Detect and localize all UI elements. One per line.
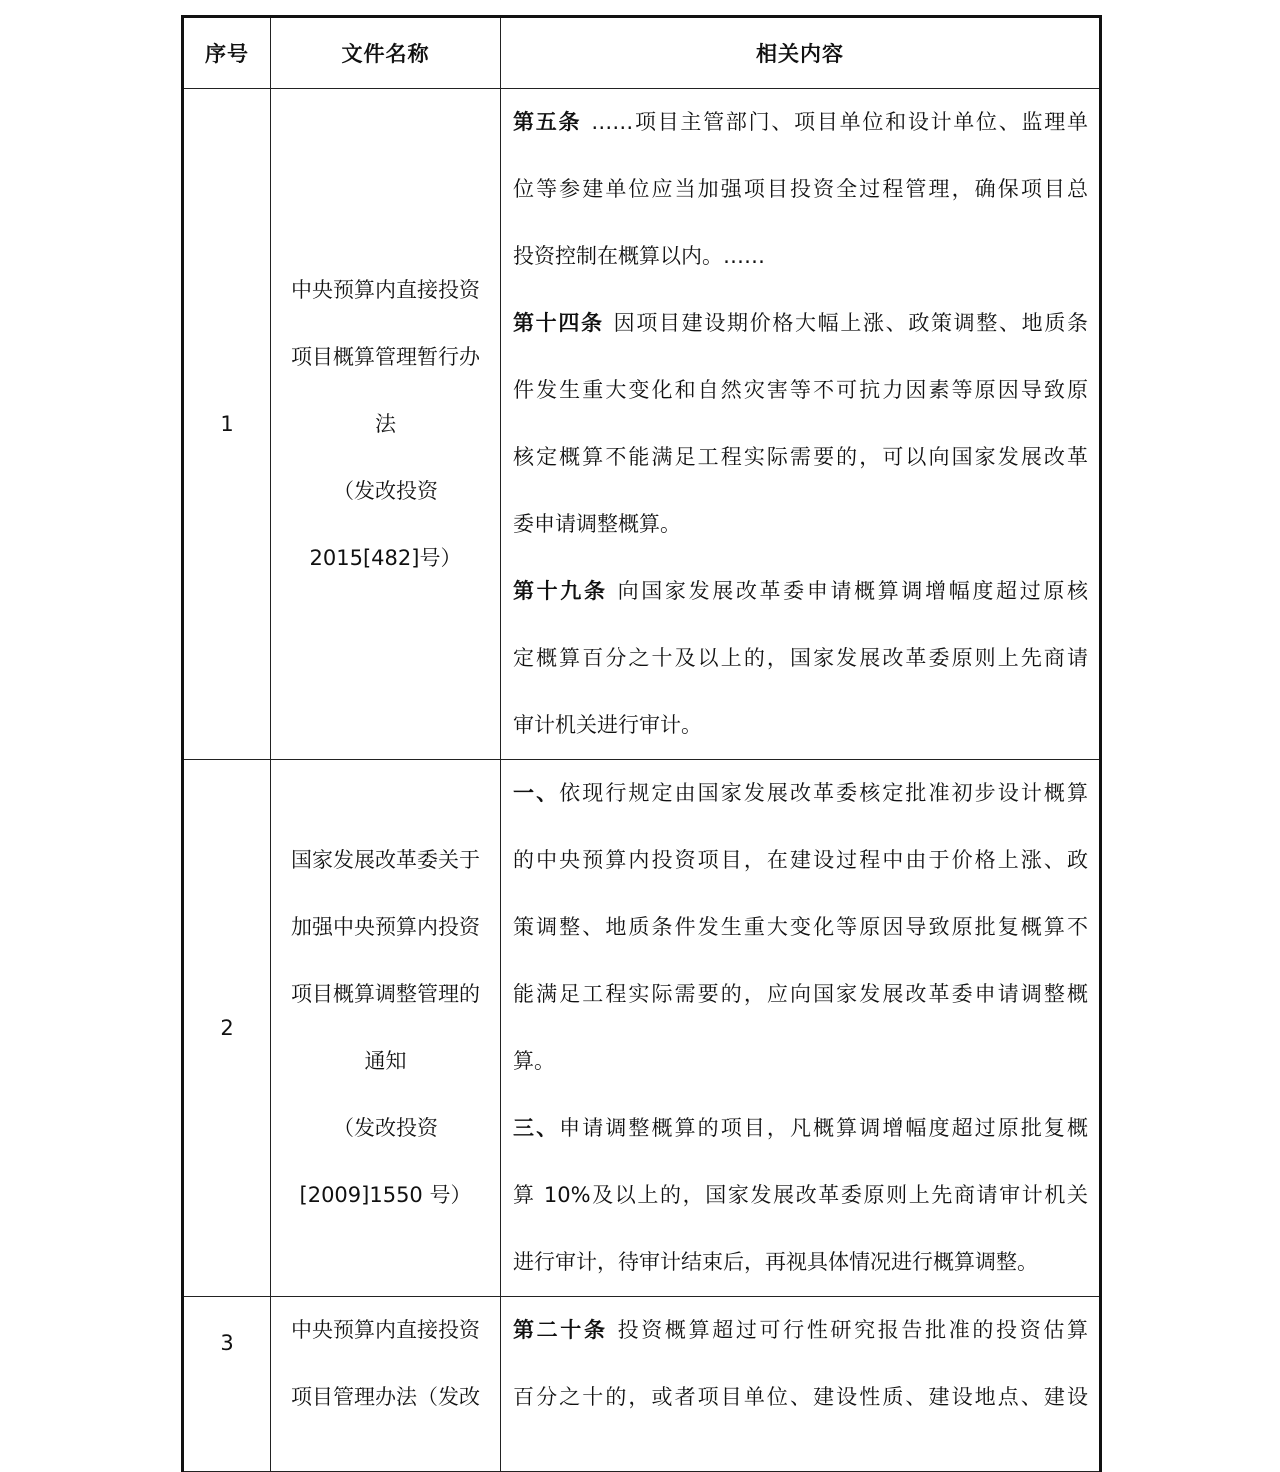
content-line xyxy=(513,1095,1088,1162)
name-line: 项目概算调整管理的 xyxy=(291,982,480,1006)
name-line: （发改投资 xyxy=(333,478,438,503)
regulation-table xyxy=(181,15,1102,1472)
content-line: 的中央预算内投资项目，在建设过程中由于价格上涨、政 xyxy=(513,848,1088,872)
row-seq: 1 xyxy=(183,89,271,760)
content-line: 委申请调整概算。 xyxy=(513,512,681,536)
name-line: 项目概算管理暂行办 xyxy=(291,344,480,369)
article-title: 第二十条 xyxy=(513,1318,608,1342)
article-title: 第十九条 xyxy=(513,579,608,603)
content-line: 位等参建单位应当加强项目投资全过程管理，确保项目总 xyxy=(513,177,1088,201)
name-line: 加强中央预算内投资 xyxy=(291,915,480,939)
table-row xyxy=(183,89,1101,760)
content-line: 审计机关进行审计。 xyxy=(513,713,702,737)
name-line: 中央预算内直接投资 xyxy=(291,277,480,302)
name-line: 2015[482]号） xyxy=(309,545,462,570)
content-line xyxy=(513,89,1088,156)
content-line: 算 10%及以上的，国家发展改革委原则上先商请审计机关 xyxy=(513,1183,1088,1207)
name-line: 中央预算内直接投资 xyxy=(291,1318,480,1342)
content-line xyxy=(513,558,1088,625)
article-title: 第十四条 xyxy=(513,311,604,335)
article-title: 第五条 xyxy=(513,110,582,134)
row-document-name xyxy=(271,760,501,1297)
header-seq: 序号 xyxy=(183,17,271,89)
content-line xyxy=(513,1297,1088,1364)
name-line: 法 xyxy=(375,411,396,436)
content-line: 能满足工程实际需要的，应向国家发展改革委申请调整概 xyxy=(513,982,1088,1006)
content-line: 核定概算不能满足工程实际需要的，可以向国家发展改革 xyxy=(513,445,1088,469)
article-text: 依现行规定由国家发展改革委核定批准初步设计概算 xyxy=(559,781,1089,805)
header-row xyxy=(183,17,1101,89)
table-row xyxy=(183,1297,1101,1472)
row-content xyxy=(501,1297,1101,1472)
content-line: 百分之十的，或者项目单位、建设性质、建设地点、建设 xyxy=(513,1385,1088,1409)
header-name: 文件名称 xyxy=(271,17,501,89)
header-content: 相关内容 xyxy=(501,17,1101,89)
row-content xyxy=(501,760,1101,1297)
row-seq: 2 xyxy=(183,760,271,1297)
article-text: 向国家发展改革委申请概算调增幅度超过原核 xyxy=(617,579,1088,603)
row-content xyxy=(501,89,1101,760)
article-text: 申请调整概算的项目，凡概算调增幅度超过原批复概 xyxy=(559,1116,1089,1140)
name-line: 通知 xyxy=(364,1049,407,1073)
article-title: 三、 xyxy=(513,1116,560,1140)
content-line xyxy=(513,290,1088,357)
article-text: 因项目建设期价格大幅上涨、政策调整、地质条 xyxy=(613,311,1089,335)
content-line: 定概算百分之十及以上的，国家发展改革委原则上先商请 xyxy=(513,646,1088,670)
article-text: 投资概算超过可行性研究报告批准的投资估算 xyxy=(617,1318,1088,1342)
content-line xyxy=(513,760,1088,827)
name-line: 国家发展改革委关于 xyxy=(291,848,480,872)
row-document-name xyxy=(271,1297,501,1472)
content-line: 策调整、地质条件发生重大变化等原因导致原批复概算不 xyxy=(513,915,1088,939)
row-seq: 3 xyxy=(183,1297,271,1472)
table-row xyxy=(183,760,1101,1297)
content-line: 算。 xyxy=(513,1049,555,1073)
content-line: 投资控制在概算以内。…… xyxy=(513,244,765,268)
content-line: 进行审计，待审计结束后，再视具体情况进行概算调整。 xyxy=(513,1250,1038,1274)
name-line: （发改投资 xyxy=(333,1116,438,1140)
article-text: ……项目主管部门、项目单位和设计单位、监理单 xyxy=(591,110,1088,134)
name-line: [2009]1550 号） xyxy=(299,1183,472,1207)
content-line: 件发生重大变化和自然灾害等不可抗力因素等原因导致原 xyxy=(513,378,1088,402)
name-line: 项目管理办法（发改 xyxy=(291,1385,480,1409)
article-title: 一、 xyxy=(513,781,560,805)
row-document-name xyxy=(271,89,501,760)
